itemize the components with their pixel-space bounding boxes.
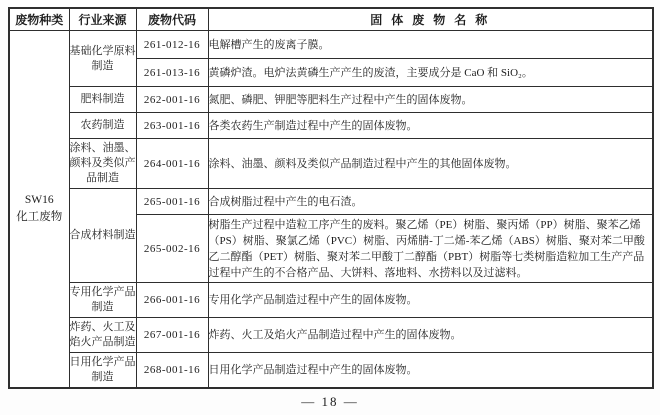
code-cell: 268-001-16 bbox=[136, 353, 208, 388]
header-row bbox=[9, 8, 653, 31]
category-name: 化工废物 bbox=[16, 210, 63, 223]
table-row bbox=[9, 139, 653, 189]
waste-name-cell: 各类农药生产制造过程中产生的固体废物。 bbox=[208, 113, 653, 139]
waste-name-cell: 树脂生产过程中造粒工序产生的废料。聚乙烯（PE）树脂、聚丙烯（PP）树脂、聚苯乙烯（PS）树脂、聚氯乙烯（PVC）树脂、丙烯腈-丁二烯-苯乙烯（ABS）树脂、聚对苯二甲酸乙二醇酯（PET）树脂、聚对苯二甲酸丁二醇酯（PBT）树脂等七类树脂造粒加工生产产品过程中产生的不合格产品、大饼料、落地料、水捞料以及过滤料。 bbox=[208, 215, 653, 283]
category-code: SW16 bbox=[24, 193, 54, 206]
industry-cell: 专用化学产品制造 bbox=[69, 283, 136, 318]
code-cell: 263-001-16 bbox=[136, 113, 208, 139]
table-row bbox=[9, 189, 653, 215]
industry-cell: 炸药、火工及焰火产品制造 bbox=[69, 318, 136, 353]
category-cell bbox=[9, 31, 69, 388]
industry-cell: 涂料、油墨、颜料及类似产品制造 bbox=[69, 139, 136, 189]
code-cell: 262-001-16 bbox=[136, 87, 208, 113]
waste-name-cell: 合成树脂过程中产生的电石渣。 bbox=[208, 189, 653, 215]
code-cell: 261-013-16 bbox=[136, 59, 208, 87]
code-cell: 261-012-16 bbox=[136, 31, 208, 59]
code-cell: 266-001-16 bbox=[136, 283, 208, 318]
waste-name-cell: 黄磷炉渣。电炉法黄磷生产产生的废渣，主要成分是 CaO 和 SiO₂。 bbox=[208, 59, 653, 87]
code-cell: 267-001-16 bbox=[136, 318, 208, 353]
code-cell: 264-001-16 bbox=[136, 139, 208, 189]
industry-cell: 基础化学原料制造 bbox=[69, 31, 136, 87]
code-cell: 265-002-16 bbox=[136, 215, 208, 283]
industry-cell: 日用化学产品制造 bbox=[69, 353, 136, 388]
waste-name-cell: 电解槽产生的废离子膜。 bbox=[208, 31, 653, 59]
table-row bbox=[9, 318, 653, 353]
waste-name-cell: 涂料、油墨、颜料及类似产品制造过程中产生的其他固体废物。 bbox=[208, 139, 653, 189]
col-header-solid-waste-name: 固 体 废 物 名 称 bbox=[208, 8, 653, 31]
waste-name-cell: 日用化学产品制造过程中产生的固体废物。 bbox=[208, 353, 653, 388]
table-row bbox=[9, 283, 653, 318]
waste-classification-table bbox=[8, 7, 654, 389]
table-row bbox=[9, 353, 653, 388]
table-row bbox=[9, 31, 653, 59]
waste-name-cell: 氮肥、磷肥、钾肥等肥料生产过程中产生的固体废物。 bbox=[208, 87, 653, 113]
waste-name-cell: 炸药、火工及焰火产品制造过程中产生的固体废物。 bbox=[208, 318, 653, 353]
col-header-waste-category: 废物种类 bbox=[9, 8, 69, 31]
industry-cell: 肥料制造 bbox=[69, 87, 136, 113]
table-row bbox=[9, 113, 653, 139]
col-header-waste-code: 废物代码 bbox=[136, 8, 208, 31]
industry-cell: 农药制造 bbox=[69, 113, 136, 139]
waste-name-cell: 专用化学产品制造过程中产生的固体废物。 bbox=[208, 283, 653, 318]
page-number: — 18 — bbox=[301, 394, 359, 409]
code-cell: 265-001-16 bbox=[136, 189, 208, 215]
table-row bbox=[9, 87, 653, 113]
col-header-industry-source: 行业来源 bbox=[69, 8, 136, 31]
industry-cell: 合成材料制造 bbox=[69, 189, 136, 283]
